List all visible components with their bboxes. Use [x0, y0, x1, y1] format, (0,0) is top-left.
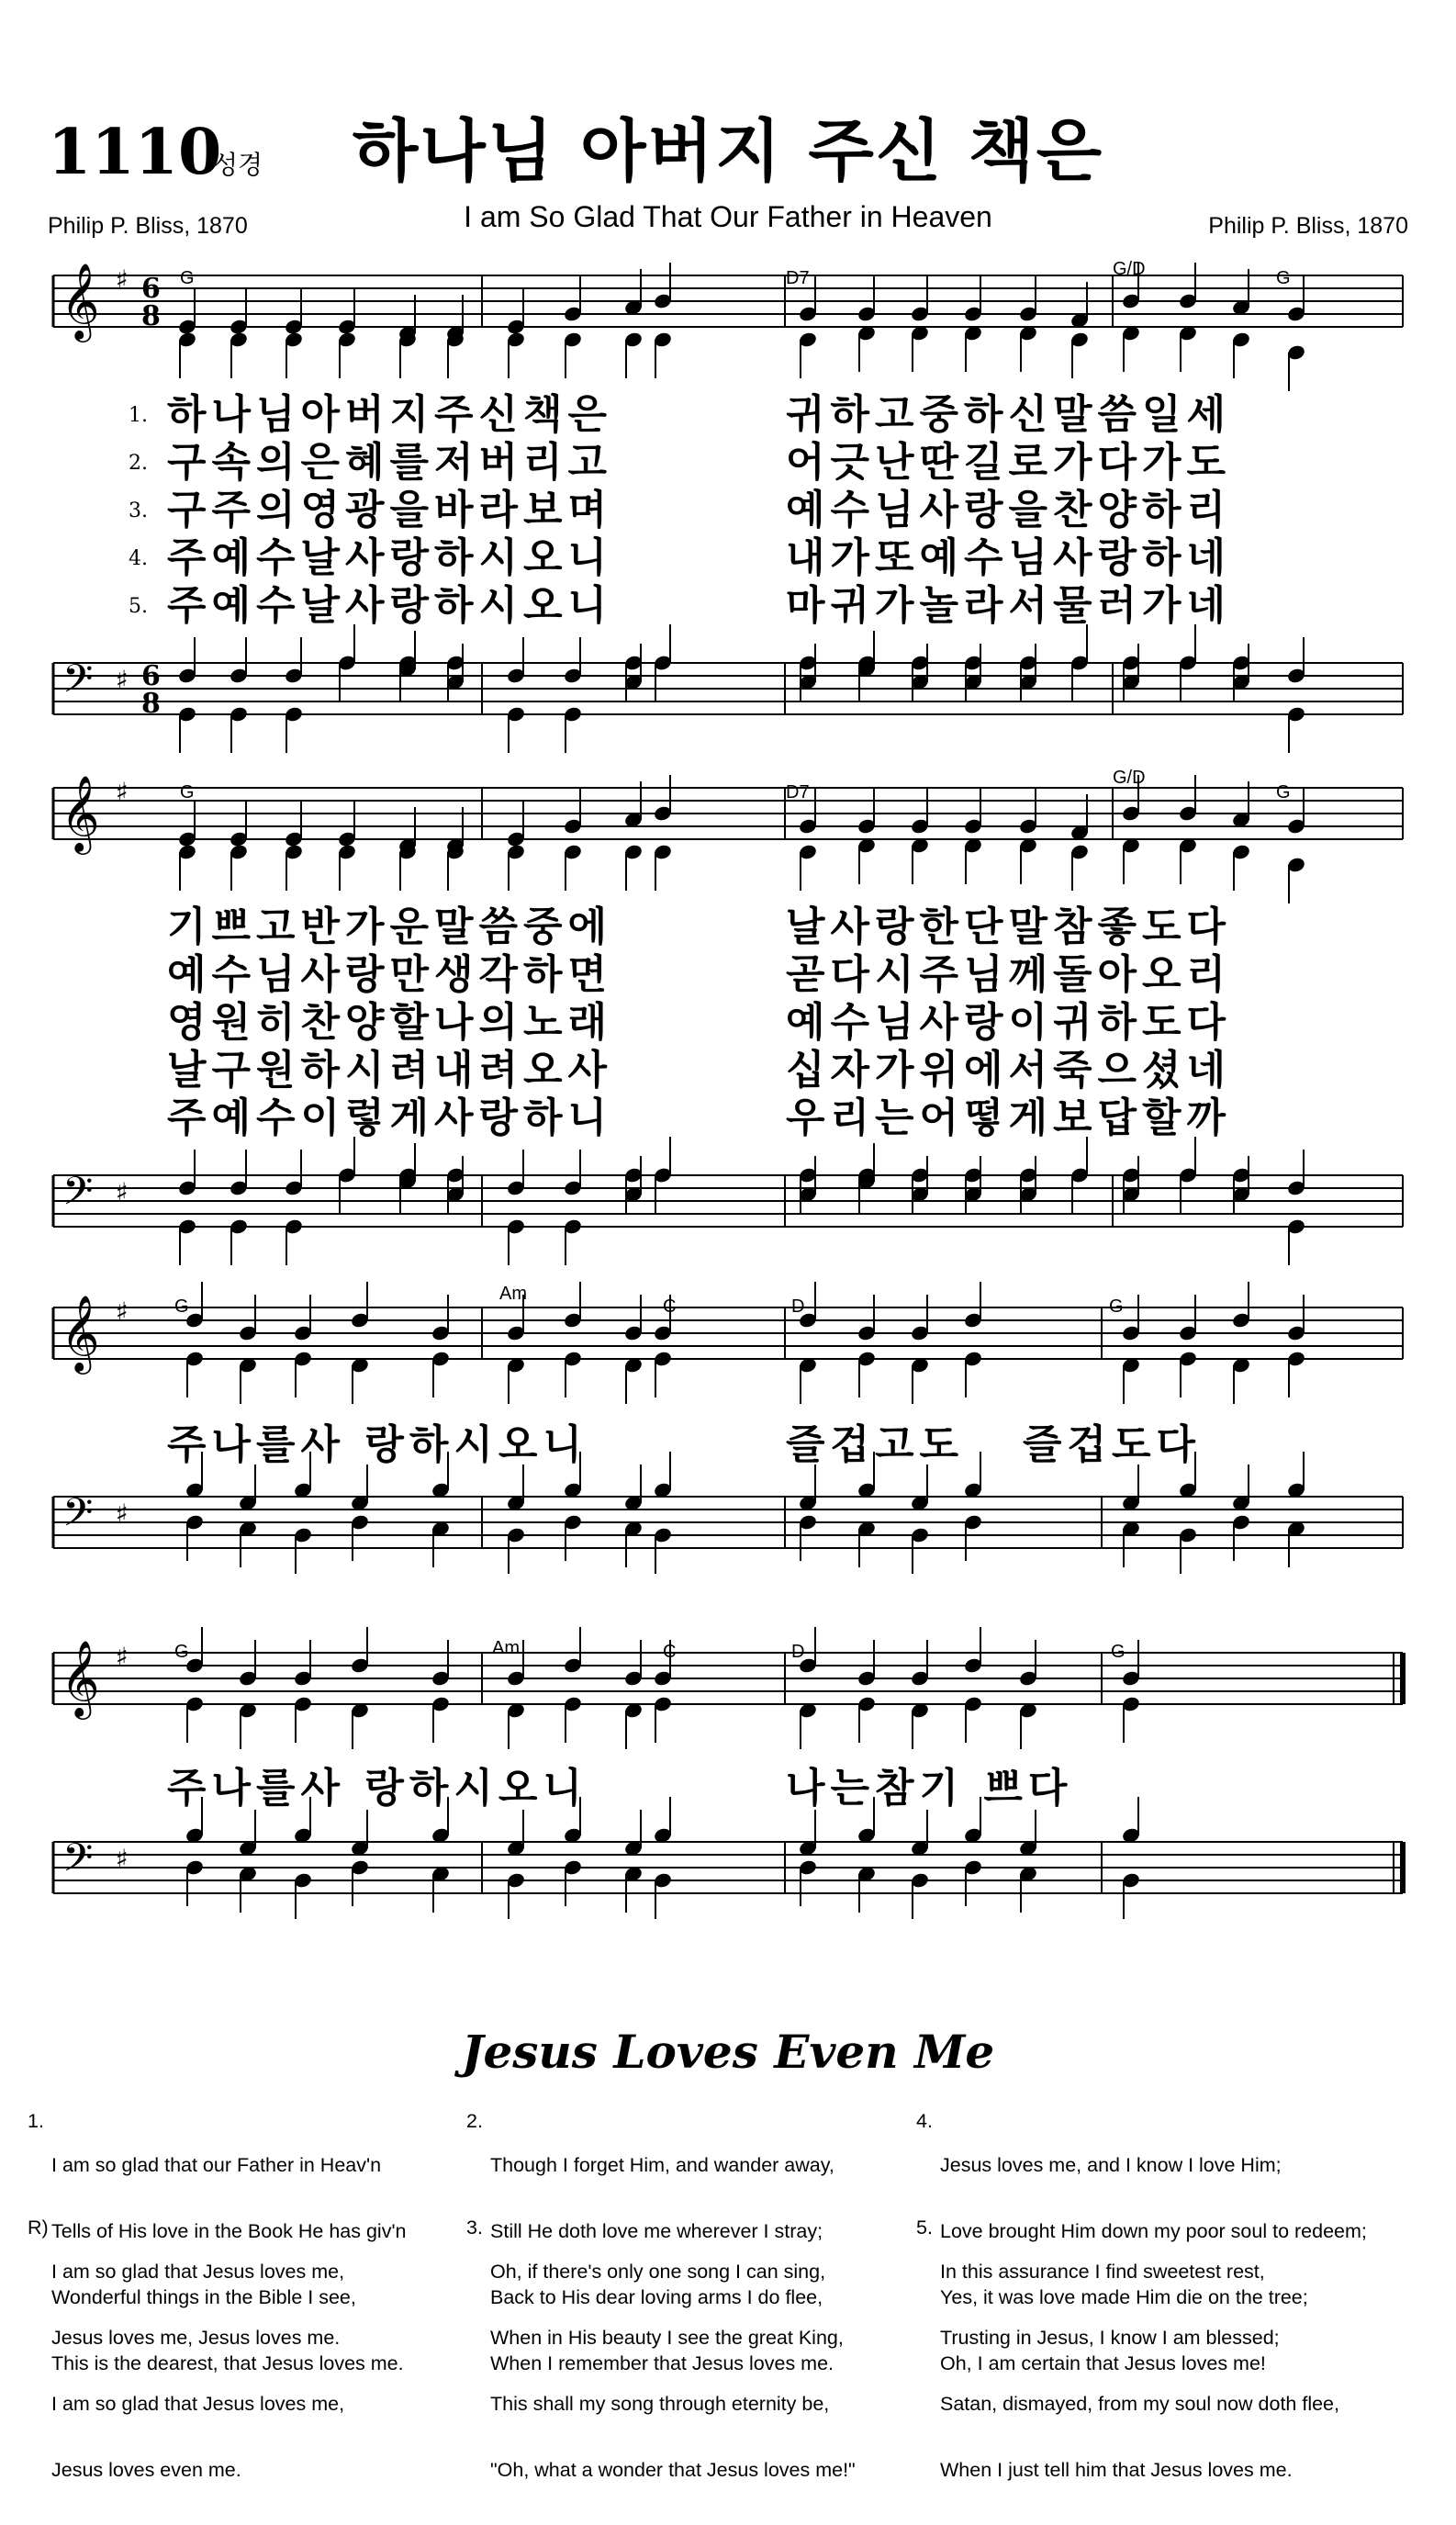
key-signature-sharp: ♯ — [116, 1642, 129, 1672]
time-signature: 8 — [141, 688, 161, 720]
english-verse-line: Jesus loves even me. — [51, 2459, 241, 2481]
english-verse-line: I am so glad that Jesus loves me, — [51, 2393, 345, 2415]
lyric-line: 영원히찬양할나의노래 — [167, 999, 613, 1046]
english-verse-line: Jesus loves me, Jesus loves me. — [51, 2327, 341, 2349]
english-verse-5 — [940, 2216, 1339, 2525]
lyric-line: 주예수날사랑하시오니 — [167, 582, 613, 629]
lyric-line: 구속의은혜를저버리고 — [167, 439, 613, 486]
english-verse-line: Yes, it was love made Him die on the tree; — [940, 2286, 1308, 2308]
lyric-line: 주예수이렇게사랑하니 — [167, 1094, 613, 1141]
key-signature-sharp: ♯ — [116, 264, 129, 295]
chord-symbol: G — [174, 1296, 189, 1317]
english-verse-3 — [490, 2216, 856, 2525]
lyric-line: 예수님사랑이귀하도다 — [786, 999, 1232, 1046]
key-signature-sharp: ♯ — [116, 665, 129, 695]
treble-clef: 𝄞 — [61, 1294, 100, 1371]
lyric-line: 하나님아버지주신책은 — [167, 391, 613, 438]
time-signature: 6 — [141, 660, 161, 692]
english-verse-line: "Oh, what a wonder that Jesus loves me!" — [490, 2459, 856, 2481]
lyric-line: 마귀가놀라서물러가네 — [786, 582, 1232, 629]
chord-symbol: D — [791, 1642, 805, 1662]
english-verse-line: In this assurance I find sweetest rest, — [940, 2261, 1265, 2283]
lyric-line: 구주의영광을바라보며 — [167, 487, 613, 533]
english-verse-line: Trusting in Jesus, I know I am blessed; — [940, 2327, 1280, 2349]
english-verse-line: Tells of His love in the Book He has giv'n — [51, 2220, 407, 2242]
english-verse-line: This is the dearest, that Jesus loves me. — [51, 2352, 404, 2374]
chord-symbol: D7 — [786, 268, 810, 288]
lyric-line: 나는참기 쁘다 — [786, 1765, 1073, 1812]
english-verse-number: 4. — [916, 2110, 933, 2132]
key-signature-sharp: ♯ — [116, 1498, 129, 1529]
lyric-line: 내가또예수님사랑하네 — [786, 534, 1232, 581]
lyric-line: 곧다시주님께돌아오리 — [786, 951, 1232, 998]
hymn-title-english: I am So Glad That Our Father in Heaven — [464, 200, 992, 233]
treble-clef: 𝄞 — [61, 262, 100, 339]
lyric-line: 우리는어떻게보답할까 — [786, 1094, 1232, 1141]
lyric-line: 십자가위에서죽으셨네 — [786, 1047, 1232, 1094]
treble-clef: 𝄞 — [61, 1639, 100, 1716]
key-signature-sharp: ♯ — [116, 1177, 129, 1207]
key-signature-sharp: ♯ — [116, 1296, 129, 1327]
chord-symbol: G — [180, 782, 195, 802]
english-verse-line: When in His beauty I see the great King, — [490, 2327, 844, 2349]
chord-symbol: Am — [492, 1638, 520, 1658]
lyric-line: 예수님사랑을찬양하리 — [786, 487, 1232, 533]
bass-clef: 𝄢 — [62, 1835, 94, 1891]
verse-number: 1. — [129, 404, 148, 427]
english-verse-line: When I remember that Jesus loves me. — [490, 2352, 834, 2374]
bass-clef: 𝄢 — [62, 1490, 94, 1545]
english-verse-line: Satan, dismayed, from my soul now doth flee, — [940, 2393, 1339, 2415]
hymn-title-korean: 하나님 아버지 주신 책은 — [352, 112, 1104, 191]
chord-symbol: G/D — [1113, 259, 1146, 279]
lyric-line: 날사랑한단말참좋도다 — [786, 903, 1232, 950]
chord-symbol: D7 — [786, 782, 810, 802]
english-verse-line: When I just tell him that Jesus loves me. — [940, 2459, 1293, 2481]
english-verse-line: Oh, if there's only one song I can sing, — [490, 2261, 826, 2283]
chord-symbol: Am — [499, 1284, 527, 1304]
composer-credit: Philip P. Bliss, 1870 — [1208, 213, 1408, 239]
treble-clef: 𝄞 — [61, 774, 100, 851]
verse-number: 5. — [129, 595, 148, 618]
english-verse-line: Oh, I am certain that Jesus loves me! — [940, 2352, 1266, 2374]
lyric-line: 날구원하시려내려오사 — [167, 1047, 613, 1094]
key-signature-sharp: ♯ — [116, 1844, 129, 1874]
lyric-line: 어긋난딴길로가다가도 — [786, 439, 1232, 486]
english-verse-line: Back to His dear loving arms I do flee, — [490, 2286, 823, 2308]
english-verse-line: Love brought Him down my poor soul to redeem; — [940, 2220, 1367, 2242]
chord-symbol: G — [1276, 782, 1291, 802]
lyric-line: 주나를사 랑하시오니 — [167, 1421, 588, 1468]
english-verse-number: 5. — [916, 2216, 933, 2239]
english-refrain — [51, 2216, 344, 2525]
chord-symbol: G — [1276, 268, 1291, 288]
english-verse-number: 3. — [466, 2216, 483, 2239]
english-verse-line: Though I forget Him, and wander away, — [490, 2154, 834, 2176]
bass-clef: 𝄢 — [62, 1169, 94, 1224]
hymn-category-label: 성경 — [213, 150, 263, 180]
chord-symbol: G — [1111, 1642, 1126, 1662]
bass-clef: 𝄢 — [62, 656, 94, 712]
verse-number: 3. — [129, 499, 148, 522]
lyricist-credit: Philip P. Bliss, 1870 — [48, 213, 248, 239]
english-verse-line: I am so glad that our Father in Heav'n — [51, 2154, 382, 2176]
english-verse-line: Still He doth love me wherever I stray; — [490, 2220, 823, 2242]
english-verse-line: Wonderful things in the Bible I see, — [51, 2286, 356, 2308]
english-verse-number: R) — [28, 2216, 49, 2239]
chord-symbol: C — [663, 1642, 677, 1662]
chord-symbol: C — [663, 1296, 677, 1317]
lyric-line: 주예수날사랑하시오니 — [167, 534, 613, 581]
english-song-title: Jesus Loves Even Me — [461, 2025, 995, 2079]
time-signature: 6 — [141, 273, 161, 305]
english-verse-number: 2. — [466, 2110, 483, 2132]
english-verse-line: This shall my song through eternity be, — [490, 2393, 830, 2415]
lyric-line: 주나를사 랑하시오니 — [167, 1765, 588, 1812]
english-verse-number: 1. — [28, 2110, 44, 2132]
chord-symbol: G — [180, 268, 195, 288]
lyric-line: 즐겁고도 즐겁도다 — [786, 1421, 1201, 1468]
lyric-line: 예수님사랑만생각하면 — [167, 951, 613, 998]
english-verse-line: Jesus loves me, and I know I love Him; — [940, 2154, 1282, 2176]
time-signature: 8 — [141, 300, 161, 332]
chord-symbol: G — [174, 1642, 189, 1662]
hymn-number: 1110 — [48, 116, 222, 189]
english-verse-line: I am so glad that Jesus loves me, — [51, 2261, 345, 2283]
verse-number: 2. — [129, 452, 148, 475]
key-signature-sharp: ♯ — [116, 777, 129, 807]
chord-symbol: G — [1109, 1296, 1124, 1317]
verse-number: 4. — [129, 547, 148, 570]
chord-symbol: D — [791, 1296, 805, 1317]
lyric-line: 기쁘고반가운말씀중에 — [167, 903, 613, 950]
chord-symbol: G/D — [1113, 768, 1146, 788]
lyric-line: 귀하고중하신말씀일세 — [786, 391, 1232, 438]
